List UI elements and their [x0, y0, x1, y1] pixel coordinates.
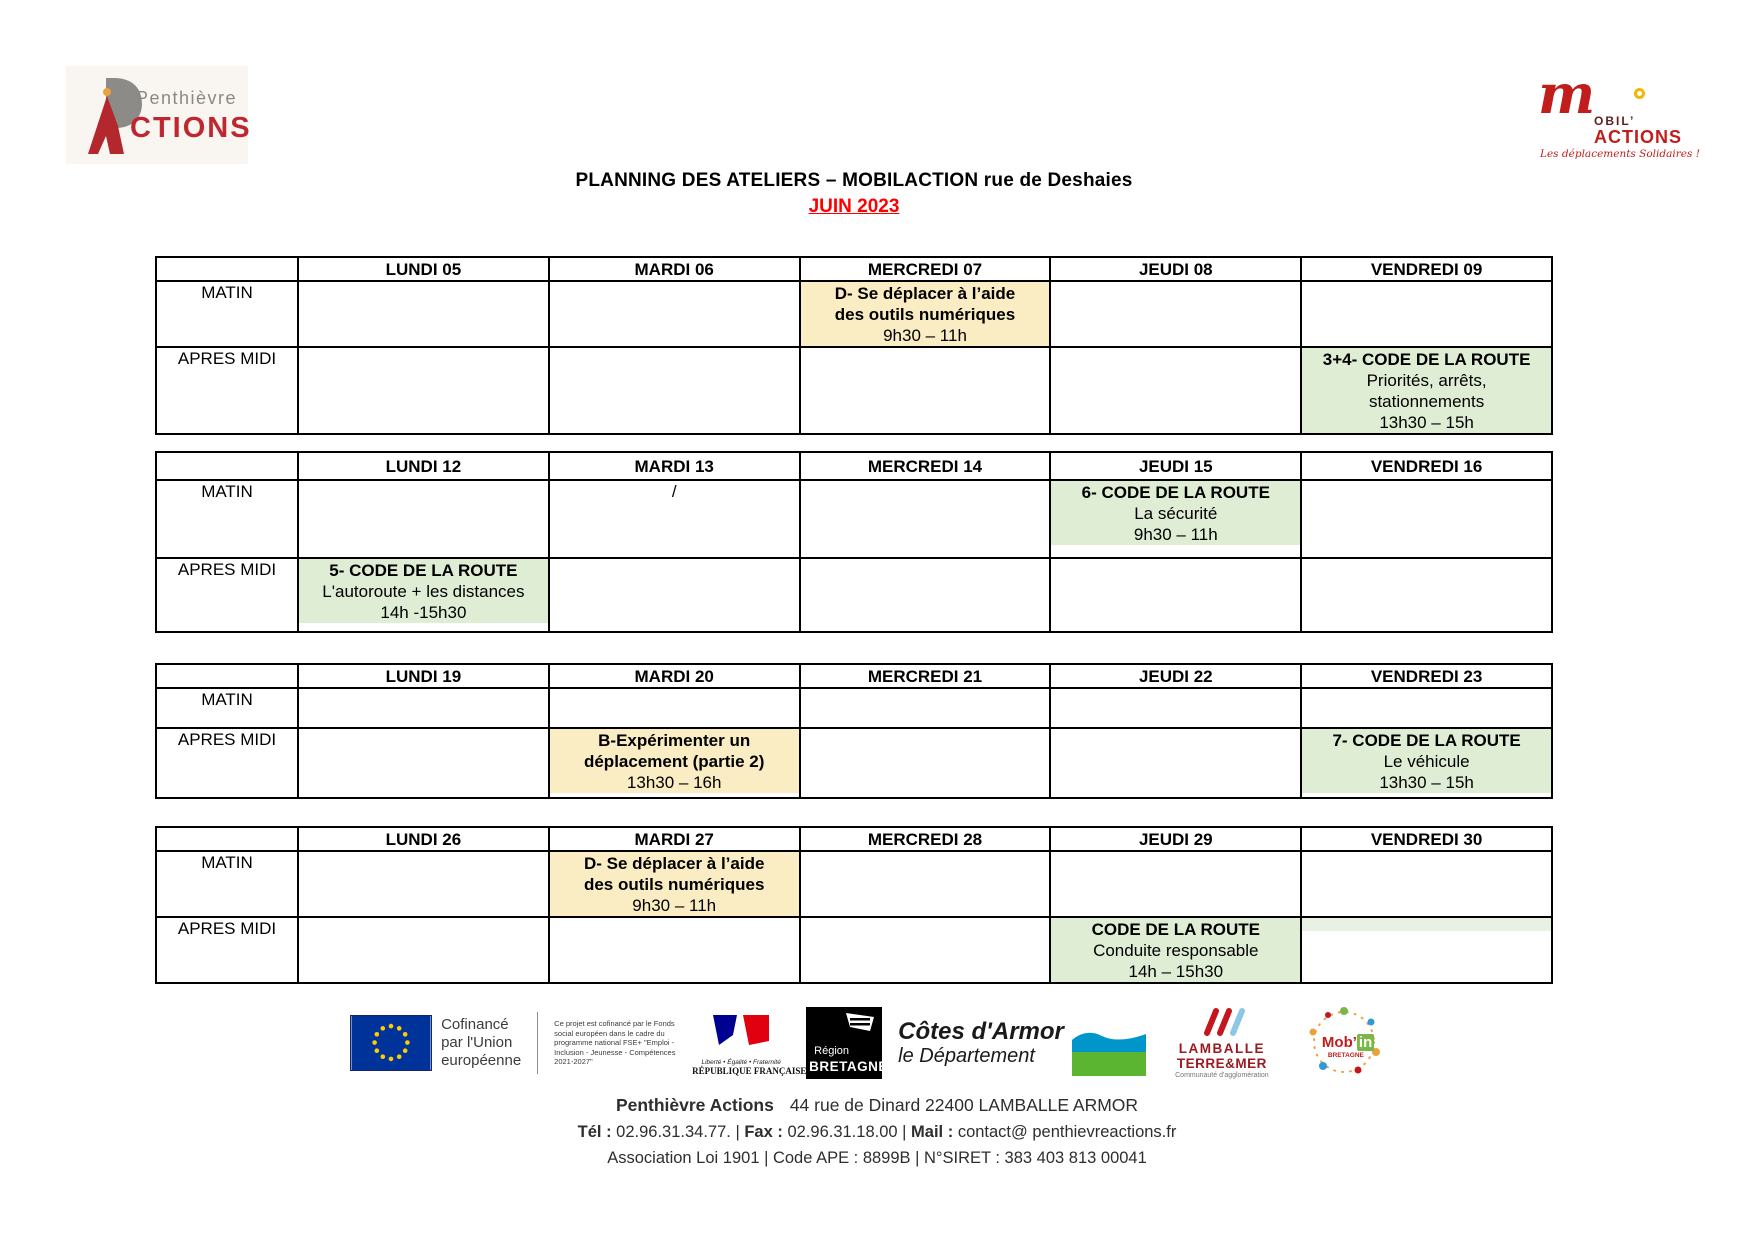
month-subtitle: JUIN 2023 — [808, 196, 900, 217]
eu-text-line: européenne — [441, 1052, 522, 1069]
day-header-cell: VENDREDI 30 — [1301, 827, 1552, 851]
corner-cell — [156, 827, 298, 851]
empty-slot-cell — [800, 347, 1051, 434]
empty-slot-cell — [800, 917, 1051, 983]
event-title-line: D- Se déplacer à l’aide — [583, 854, 765, 873]
event-code-route-7 — [1302, 729, 1551, 793]
region-bretagne-logo — [806, 1007, 888, 1079]
week-table-1 — [155, 256, 1553, 435]
event-title-line: 5- CODE DE LA ROUTE — [329, 561, 518, 580]
tel-label: Tél : — [577, 1123, 612, 1141]
event-detail-line: La sécurité — [1134, 504, 1218, 523]
event-detail-line: Conduite responsable — [1093, 941, 1259, 960]
actions-logo-text: CTIONS — [130, 112, 252, 144]
event-outils-numeriques — [550, 852, 799, 916]
lamballe-terre-mer-logo — [1162, 1008, 1282, 1079]
cda-subtitle: le Département — [898, 1044, 1035, 1067]
event-title-line: D- Se déplacer à l’aide — [834, 284, 1016, 303]
mail-value: contact@ penthievreactions.fr — [957, 1123, 1177, 1141]
empty-slot-cell — [298, 851, 549, 917]
row-label-apres-midi: APRES MIDI — [156, 558, 298, 632]
row-label-matin: MATIN — [156, 480, 298, 558]
event-time: 13h30 – 15h — [1379, 773, 1474, 792]
table-row — [156, 664, 1552, 688]
empty-slot-cell — [800, 480, 1051, 558]
empty-slot-cell — [1050, 281, 1301, 347]
week-table-3 — [155, 663, 1553, 799]
empty-slot-cell — [800, 688, 1051, 728]
table-row — [156, 281, 1552, 347]
footer-legal-line: Association Loi 1901 | Code APE : 8899B | N°SIRET : 383 403 813 00041 — [607, 1149, 1147, 1167]
empty-slot-cell — [298, 480, 549, 558]
event-time: 9h30 – 11h — [883, 326, 967, 345]
day-header-cell: MERCREDI 21 — [800, 664, 1051, 688]
mobil-actions-text: ACTIONS — [1594, 127, 1682, 147]
bretagne-flag-icon — [806, 1007, 882, 1043]
mobin-logo — [1298, 1002, 1390, 1084]
day-header-cell: MARDI 06 — [549, 257, 800, 281]
empty-slot-cell — [1050, 728, 1301, 798]
day-header-cell: VENDREDI 23 — [1301, 664, 1552, 688]
event-outils-numeriques — [801, 282, 1050, 346]
day-header-cell: LUNDI 26 — [298, 827, 549, 851]
eu-flag-icon — [350, 1015, 432, 1071]
mobin-wordmark: Mob’ in — [1321, 1034, 1373, 1051]
marianne-icon — [709, 1011, 773, 1053]
ltm-name-line: LAMBALLE — [1178, 1040, 1266, 1056]
event-title-line: 3+4- CODE DE LA ROUTE — [1322, 350, 1531, 369]
penthievre-actions-logo — [66, 66, 252, 164]
rf-name: RÉPUBLIQUE FRANÇAISE — [692, 1065, 807, 1076]
event-detail-line: L'autoroute + les distances — [322, 582, 525, 601]
slot-cell — [549, 851, 800, 917]
empty-slot-cell — [1301, 688, 1552, 728]
separator: | — [735, 1123, 740, 1141]
slot-cell — [1301, 728, 1552, 798]
footer-org-line — [0, 1092, 1754, 1119]
table-row — [156, 480, 1552, 558]
table-row — [156, 827, 1552, 851]
row-label-matin: MATIN — [156, 851, 298, 917]
page-title: PLANNING DES ATELIERS – MOBILACTION rue de Deshaies — [575, 170, 1133, 191]
empty-slot-cell — [298, 347, 549, 434]
event-title-line: des outils numériques — [583, 875, 765, 894]
day-header-cell: VENDREDI 16 — [1301, 452, 1552, 480]
tel-value: 02.96.31.34.77. — [616, 1123, 731, 1141]
table-row — [156, 728, 1552, 798]
eu-text-line: Cofinancé — [441, 1016, 509, 1033]
event-detail-line: stationnements — [1368, 392, 1485, 411]
row-label-apres-midi: APRES MIDI — [156, 728, 298, 798]
mobil-tagline: Les déplacements Solidaires ! — [1540, 148, 1700, 160]
corner-cell — [156, 257, 298, 281]
row-label-matin: MATIN — [156, 281, 298, 347]
day-header-cell: MARDI 20 — [549, 664, 800, 688]
bzh-name-text: BRETAGNE — [809, 1059, 888, 1074]
empty-slot-cell — [1301, 558, 1552, 632]
divider — [537, 1012, 538, 1074]
empty-slot-cell — [1050, 558, 1301, 632]
empty-slot-cell — [1050, 347, 1301, 434]
day-header-cell: MERCREDI 28 — [800, 827, 1051, 851]
table-row — [156, 558, 1552, 632]
footer-contact-line — [0, 1119, 1754, 1145]
event-time: 9h30 – 11h — [632, 896, 717, 915]
footer-address: 44 rue de Dinard 22400 LAMBALLE ARMOR — [789, 1095, 1139, 1115]
empty-slot-cell — [1050, 688, 1301, 728]
table-row — [156, 851, 1552, 917]
separator: | — [902, 1123, 907, 1141]
event-time: 9h30 – 11h — [1133, 525, 1218, 544]
mobil-sun-icon — [1634, 88, 1645, 99]
footer-contact-block — [0, 1092, 1754, 1171]
ltm-subtitle: Communauté d'agglomération — [1175, 1071, 1269, 1079]
slot-cell — [1050, 480, 1301, 558]
event-title-line: CODE DE LA ROUTE — [1091, 920, 1260, 939]
mobin-region-text: BRETAGNE — [1327, 1052, 1364, 1059]
table-row — [156, 452, 1552, 480]
bzh-region-text: Région — [814, 1045, 850, 1057]
mobil-obil-text: OBIL’ — [1594, 114, 1636, 128]
day-header-cell: MARDI 27 — [549, 827, 800, 851]
event-code-route-conduite — [1051, 918, 1300, 982]
empty-slot-cell — [1301, 480, 1552, 558]
mail-label: Mail : — [911, 1123, 954, 1141]
day-header-cell: LUNDI 19 — [298, 664, 549, 688]
slot-cell — [1301, 917, 1552, 983]
event-title-line: déplacement (partie 2) — [583, 752, 765, 771]
empty-slot-cell — [800, 728, 1051, 798]
republique-francaise-logo — [692, 1011, 807, 1076]
table-row — [156, 917, 1552, 983]
partner-logos-strip — [0, 1002, 1740, 1084]
empty-slot-cell — [549, 347, 800, 434]
slot-cell — [800, 281, 1051, 347]
day-header-cell: VENDREDI 09 — [1301, 257, 1552, 281]
cda-wave-icon — [1072, 1010, 1146, 1076]
ltm-name-line: TERRE&MER — [1176, 1055, 1267, 1071]
day-header-cell: MERCREDI 07 — [800, 257, 1051, 281]
event-title-line: 7- CODE DE LA ROUTE — [1332, 731, 1521, 750]
day-header-cell: JEUDI 22 — [1050, 664, 1301, 688]
day-header-cell: JEUDI 29 — [1050, 827, 1301, 851]
day-header-cell: LUNDI 12 — [298, 452, 549, 480]
week-table-2 — [155, 451, 1553, 633]
day-header-cell: MARDI 13 — [549, 452, 800, 480]
fax-value: 02.96.31.18.00 — [787, 1123, 898, 1141]
event-title-line: des outils numériques — [834, 305, 1016, 324]
week-table-4 — [155, 826, 1553, 984]
event-detail-line: Priorités, arrêts, — [1366, 371, 1487, 390]
event-code-route-3-4 — [1302, 348, 1551, 433]
fse-program-text: Ce projet est cofinancé par le Fonds social européen dans le cadre du programme national FSE+ "Emploi - Inclusion - Jeunesse - Compétences 2021-2027" — [554, 1019, 676, 1067]
event-code-route-5 — [299, 559, 548, 623]
empty-slot-cell — [549, 917, 800, 983]
ltm-strokes-icon — [1199, 1008, 1245, 1036]
event-experimenter-deplacement — [550, 729, 799, 793]
table-row — [156, 257, 1552, 281]
table-row — [156, 347, 1552, 434]
empty-slot-cell — [1301, 281, 1552, 347]
slot-cell — [1050, 917, 1301, 983]
empty-event-bar — [1302, 918, 1551, 931]
event-title-line: B-Expérimenter un — [598, 731, 751, 750]
event-time: 14h – 15h30 — [1128, 962, 1224, 981]
table-row — [156, 688, 1552, 728]
day-header-cell: JEUDI 15 — [1050, 452, 1301, 480]
empty-slot-cell — [1050, 851, 1301, 917]
eu-text-line: par l'Union — [441, 1034, 513, 1051]
row-label-apres-midi: APRES MIDI — [156, 917, 298, 983]
empty-slot-cell — [549, 281, 800, 347]
day-header-cell: MERCREDI 14 — [800, 452, 1051, 480]
event-time: 14h -15h30 — [380, 603, 467, 622]
mobil-actions-logo — [1538, 62, 1714, 160]
slot-cell — [298, 558, 549, 632]
cda-title: Côtes d'Armor — [898, 1017, 1064, 1045]
rf-motto: Liberté • Égalité • Fraternité — [701, 1058, 781, 1066]
empty-slot-cell — [298, 688, 549, 728]
empty-slot-cell — [298, 728, 549, 798]
empty-slot-cell — [549, 688, 800, 728]
empty-slot-cell — [800, 851, 1051, 917]
empty-slot-cell — [298, 917, 549, 983]
corner-cell — [156, 664, 298, 688]
eu-cofinancing-logo — [350, 1015, 521, 1071]
day-header-cell: LUNDI 05 — [298, 257, 549, 281]
fax-label: Fax : — [744, 1123, 783, 1141]
slot-cell — [549, 728, 800, 798]
penthievre-logo-text: Penthièvre — [136, 88, 238, 108]
event-time: 13h30 – 16h — [626, 773, 722, 792]
mobil-m-glyph: m — [1538, 62, 1596, 126]
empty-slot-cell — [1301, 851, 1552, 917]
slot-cell — [1301, 347, 1552, 434]
event-detail-line: Le véhicule — [1383, 752, 1470, 771]
empty-slot-cell — [549, 558, 800, 632]
day-header-cell: JEUDI 08 — [1050, 257, 1301, 281]
footer-org-name: Penthièvre Actions — [615, 1095, 774, 1115]
event-code-route-6 — [1051, 481, 1300, 545]
row-label-matin: MATIN — [156, 688, 298, 728]
cotes-darmor-logo — [898, 1010, 1146, 1076]
slot-cell — [549, 480, 800, 558]
event-time: 13h30 – 15h — [1379, 413, 1474, 432]
empty-slot-cell — [298, 281, 549, 347]
empty-slot-cell — [800, 558, 1051, 632]
corner-cell — [156, 452, 298, 480]
no-session-slash: / — [671, 482, 677, 501]
row-label-apres-midi: APRES MIDI — [156, 347, 298, 434]
event-title-line: 6- CODE DE LA ROUTE — [1081, 483, 1270, 502]
